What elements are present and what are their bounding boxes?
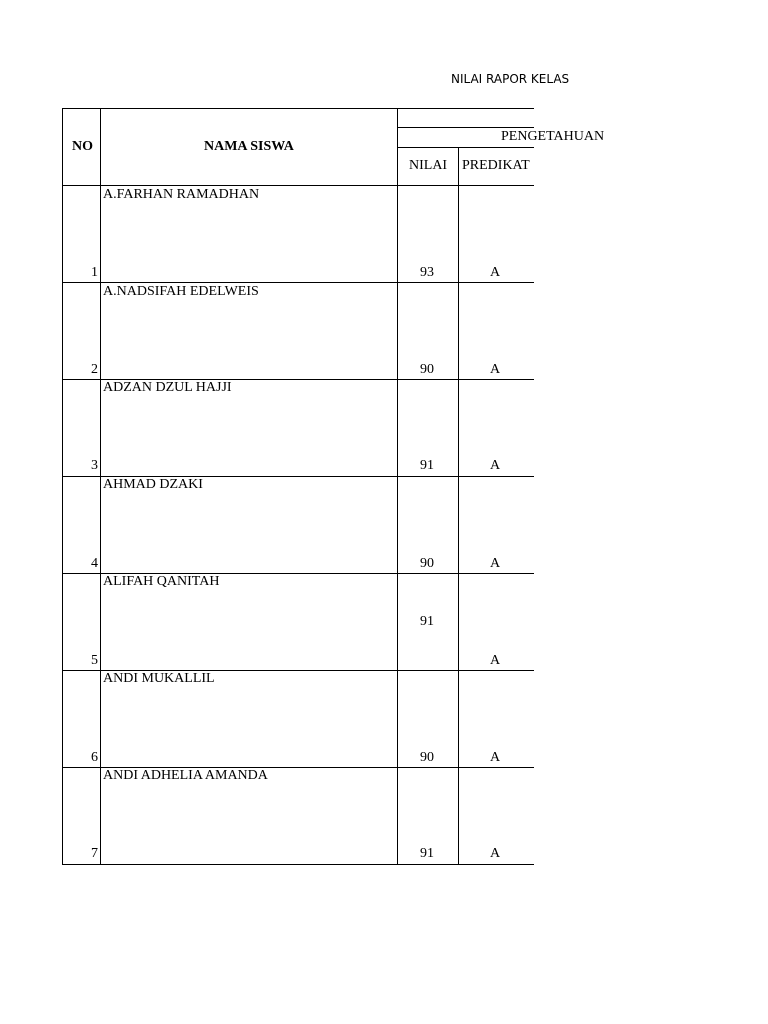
cell-predikat: A xyxy=(490,750,501,765)
cell-nama: ANDI ADHELIA AMANDA xyxy=(103,768,268,783)
cell-nilai: 90 xyxy=(420,750,434,765)
cell-nama: AHMAD DZAKI xyxy=(103,477,203,492)
row-divider xyxy=(62,282,534,283)
header-nilai: NILAI xyxy=(409,158,448,173)
cell-no: 3 xyxy=(91,458,98,473)
cell-nama: ADZAN DZUL HAJJI xyxy=(103,380,232,395)
header-group-divider xyxy=(397,127,534,128)
cell-no: 6 xyxy=(91,750,98,765)
document-title: NILAI RAPOR KELAS xyxy=(451,72,570,86)
cell-nilai: 93 xyxy=(420,265,434,280)
cell-predikat: A xyxy=(490,362,501,377)
header-subgroup-divider xyxy=(397,147,534,148)
cell-no: 2 xyxy=(91,362,98,377)
cell-no: 5 xyxy=(91,653,98,668)
cell-nilai: 90 xyxy=(420,556,434,571)
header-pengetahuan: PENGETAHUAN xyxy=(501,129,605,144)
cell-nilai: 91 xyxy=(420,614,434,629)
cell-nama: A.NADSIFAH EDELWEIS xyxy=(103,284,259,299)
cell-nilai: 90 xyxy=(420,362,434,377)
col-divider-nama xyxy=(397,108,398,865)
cell-nama: ALIFAH QANITAH xyxy=(103,574,220,589)
header-nama-siswa: NAMA SISWA xyxy=(204,139,294,154)
table-border-bottom xyxy=(62,864,534,865)
table-border-left xyxy=(62,108,63,865)
cell-nilai: 91 xyxy=(420,458,434,473)
cell-predikat: A xyxy=(490,265,501,280)
cell-no: 4 xyxy=(91,556,98,571)
cell-nama: A.FARHAN RAMADHAN xyxy=(103,187,260,202)
col-divider-no xyxy=(100,108,101,865)
table-border-top xyxy=(62,108,534,109)
cell-nama: ANDI MUKALLIL xyxy=(103,671,215,686)
cell-predikat: A xyxy=(490,846,501,861)
header-predikat: PREDIKAT xyxy=(462,158,530,173)
cell-nilai: 91 xyxy=(420,846,434,861)
cell-predikat: A xyxy=(490,458,501,473)
header-no: NO xyxy=(72,139,93,154)
col-divider-nilai xyxy=(458,147,459,865)
cell-no: 1 xyxy=(91,265,98,280)
cell-no: 7 xyxy=(91,846,98,861)
cell-predikat: A xyxy=(490,556,501,571)
cell-predikat: A xyxy=(490,653,501,668)
header-bottom-line xyxy=(62,185,534,186)
